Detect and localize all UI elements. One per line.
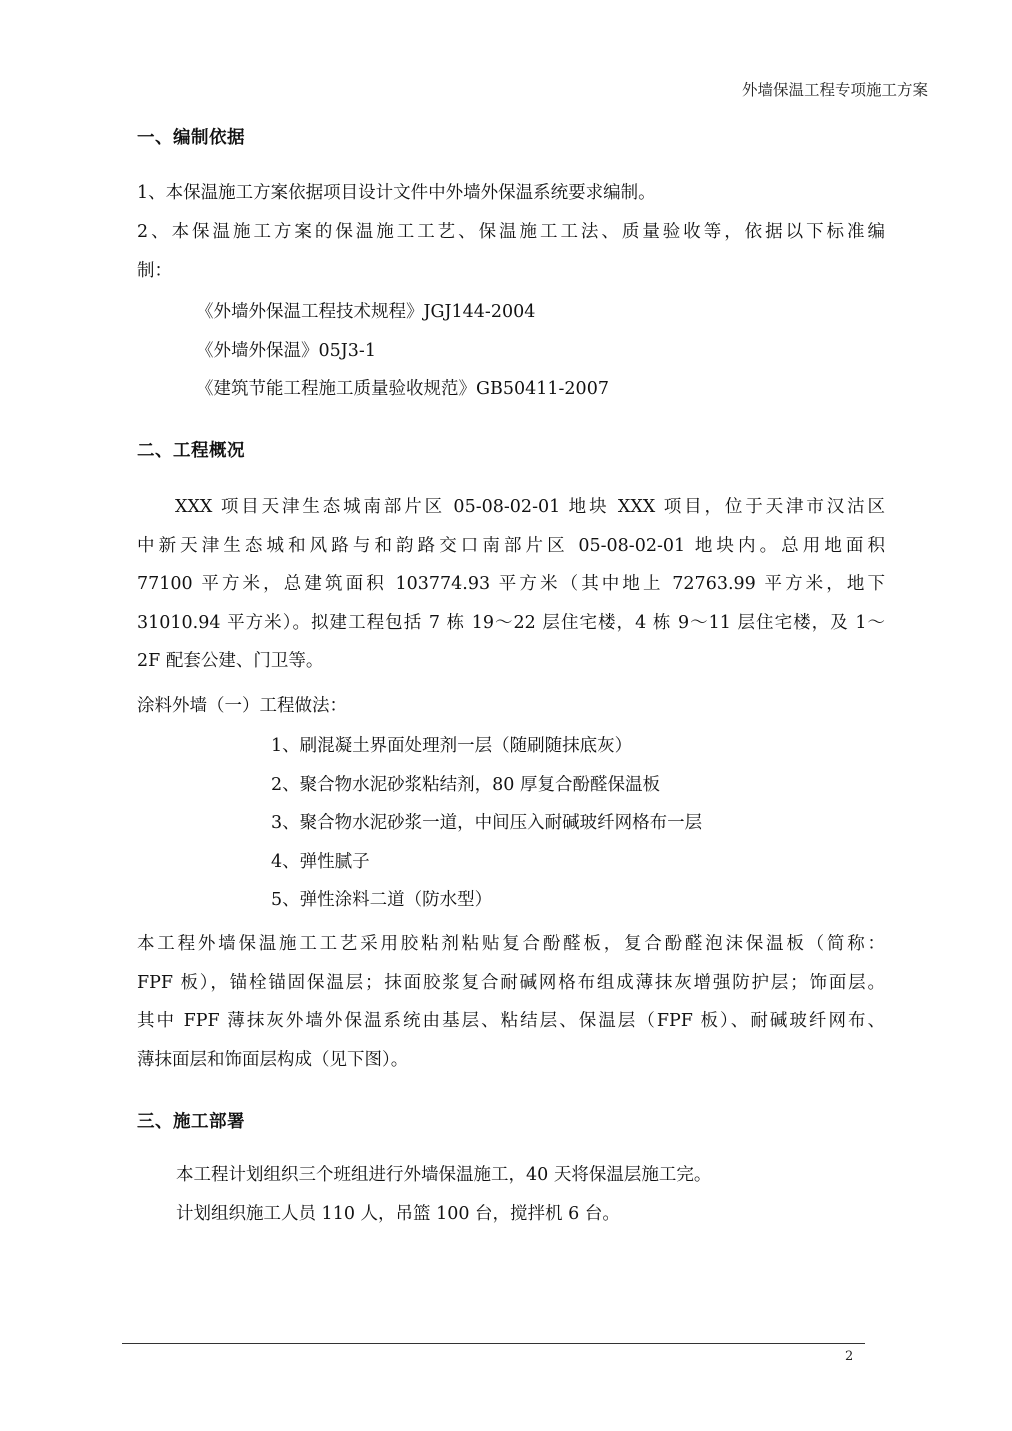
deployment-line-1-text: 本工程计划组织三个班组进行外墙保温施工，40 天将保温层施工完。 [176,1165,712,1185]
method-item: 2、聚合物水泥砂浆粘结剂，80 厚复合酚醛保温板 [271,774,660,795]
overview-paragraph [137,488,885,681]
overview-line-2: 中新天津生态城和风路与和韵路交口南部片区 05-08-02-01 地块内。总用地面积 [137,535,885,556]
basis-item-1-text: 1、本保温施工方案依据项目设计文件中外墙外保温系统要求编制。 [137,183,656,203]
process-paragraph [137,925,885,1079]
overview-line-4: 31010.94 平方米）。拟建工程包括 7 栋 19～22 层住宅楼，4 栋 9～11 层住宅楼，及 1～ [137,612,885,633]
basis-item-2-line-1: 2、本保温施工方案的保温施工工艺、保温施工工法、质量验收等，依据以下标准编 [137,222,885,242]
standard-item: 《建筑节能工程施工质量验收规范》GB50411-2007 [196,379,609,399]
deployment-line-1 [176,1156,924,1195]
section3-heading: 三、施工部署 [137,1112,245,1132]
overview-line-3: 77100 平方米，总建筑面积 103774.93 平方米（其中地上 72763.99 平方米，地下 [137,574,885,594]
basis-item-2 [137,213,885,290]
deployment-line-2-text: 计划组织施工人员 110 人，吊篮 100 台，搅拌机 6 台。 [176,1204,620,1224]
method-list [271,727,702,920]
overview-line-1: XXX 项目天津生态城南部片区 05-08-02-01 地块 XXX 项目，位于天津市汉沽区 [175,497,885,517]
method-title: 涂料外墙（一）工程做法： [137,696,347,716]
method-item: 5、弹性涂料二道（防水型） [271,890,493,910]
basis-item-1 [137,174,885,213]
process-line-3: 其中 FPF 薄抹灰外墙外保温系统由基层、粘结层、保温层（FPF 板）、耐碱玻纤网布、 [137,1011,885,1031]
process-line-1: 本工程外墙保温施工工艺采用胶粘剂粘贴复合酚醛板，复合酚醛泡沫保温板（简称： [137,934,885,954]
standard-item: 《外墙外保温》05J3-1 [196,340,376,361]
basis-item-2-line-2: 制： [137,260,172,281]
method-item: 4、弹性腻子 [271,851,370,872]
page-number: 2 [845,1349,854,1364]
standards-list [196,293,609,409]
page-header-title: 外墙保温工程专项施工方案 [741,81,928,99]
overview-line-5: 2F 配套公建、门卫等。 [137,651,324,671]
process-line-4: 薄抹面层和饰面层构成（见下图）。 [137,1049,409,1070]
method-title-para [137,687,885,726]
method-item: 3、聚合物水泥砂浆一道，中间压入耐碱玻纤网格布一层 [271,813,703,833]
standard-item: 《外墙外保温工程技术规程》JGJ144-2004 [196,302,536,322]
section2-heading: 二、工程概况 [137,441,245,461]
deployment-line-2 [176,1195,924,1234]
method-item: 1、刷混凝土界面处理剂一层（随刷随抹底灰） [271,736,633,756]
footer-rule [122,1343,865,1344]
process-line-2: FPF 板），锚栓锚固保温层；抹面胶浆复合耐碱网格布组成薄抹灰增强防护层；饰面层。 [137,972,885,993]
section1-heading: 一、编制依据 [137,128,245,148]
